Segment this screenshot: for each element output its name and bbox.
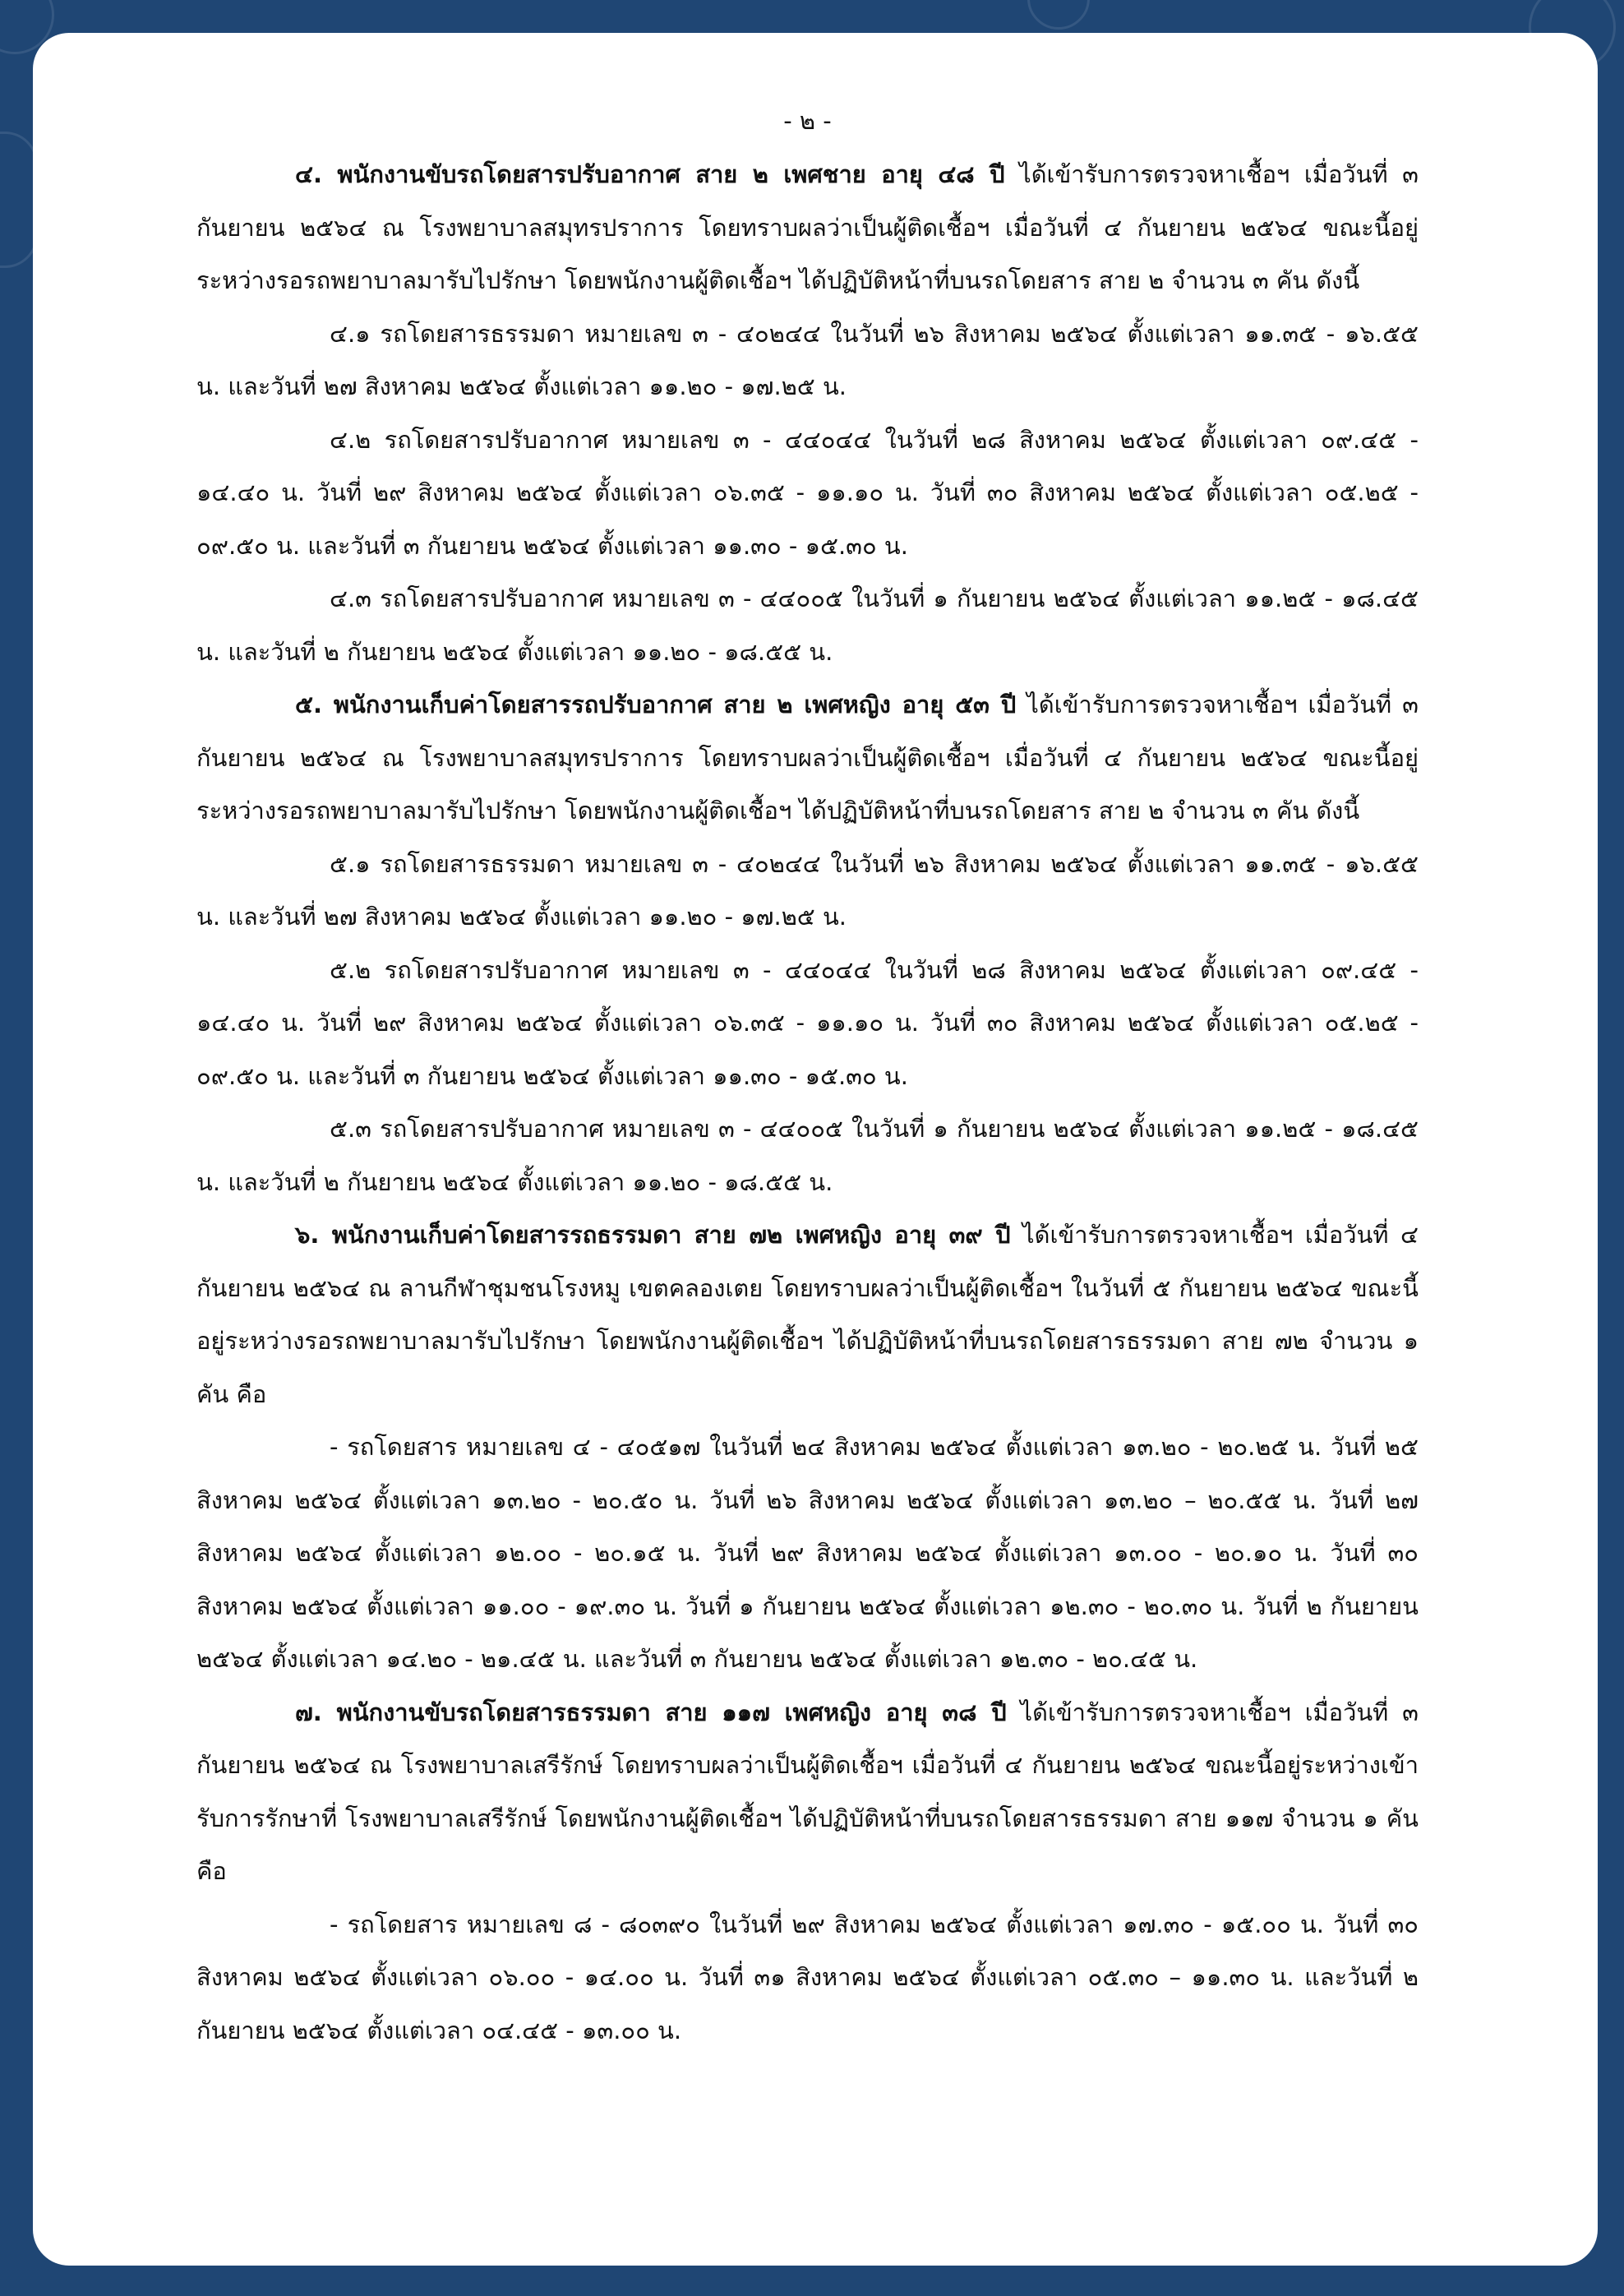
section-item: ๔.๓ รถโดยสารปรับอากาศ หมายเลข ๓ - ๔๔๐๐๕ ในวันที่ ๑ กันยายน ๒๕๖๔ ตั้งแต่เวลา ๑๑.๒๕ - ๑๘.๔๕ น. และวันที่ ๒ กันยายน ๒๕๖๔ ตั้งแต่เวลา ๑๑.๒๐ - ๑๘.๕๕ น. — [196, 584, 1419, 666]
section-text: ได้เข้ารับการตรวจหาเชื้อฯ เมื่อวันที่ ๓ กันยายน ๒๕๖๔ ณ โรงพยาบาลสมุทรปราการ โดยทราบผลว่าเป็นผู้ติดเชื้อฯ เมื่อวันที่ ๔ กันยายน ๒๕๖๔ ขณะนี้อยู่ระหว่างรอรถพยาบาลมารับไปรักษา โดยพนักงานผู้ติดเชื้อฯ ได้ปฏิบัติหน้าที่บนรถโดยสาร สาย ๒ จำนวน ๓ คัน ดังนี้ — [196, 160, 1419, 294]
section-item: ๔.๑ รถโดยสารธรรมดา หมายเลข ๓ - ๔๐๒๔๔ ในวันที่ ๒๖ สิงหาคม ๒๕๖๔ ตั้งแต่เวลา ๑๑.๓๕ - ๑๖.๕๕ น. และวันที่ ๒๗ สิงหาคม ๒๕๖๔ ตั้งแต่เวลา ๑๑.๒๐ - ๑๗.๒๕ น. — [196, 319, 1419, 400]
section-heading: ๗. พนักงานขับรถโดยสารธรรมดา สาย ๑๑๗ เพศหญิง อายุ ๓๘ ปี — [295, 1698, 1007, 1726]
section-item: ๕.๒ รถโดยสารปรับอากาศ หมายเลข ๓ - ๔๔๐๔๔ ในวันที่ ๒๘ สิงหาคม ๒๕๖๔ ตั้งแต่เวลา ๐๙.๔๕ - ๑๔.๔๐ น. วันที่ ๒๙ สิงหาคม ๒๕๖๔ ตั้งแต่เวลา ๐๖.๓๕ - ๑๑.๑๐ น. วันที่ ๓๐ สิงหาคม ๒๕๖๔ ตั้งแต่เวลา ๐๕.๒๕ - ๐๙.๕๐ น. และวันที่ ๓ กันยายน ๒๕๖๔ ตั้งแต่เวลา ๑๑.๓๐ - ๑๕.๓๐ น. — [196, 955, 1419, 1090]
section-heading: ๔. พนักงานขับรถโดยสารปรับอากาศ สาย ๒ เพศชาย อายุ ๔๘ ปี — [295, 160, 1005, 188]
background-virus-motif — [1027, 0, 1090, 30]
section-heading: ๕. พนักงานเก็บค่าโดยสารรถปรับอากาศ สาย ๒ เพศหญิง อายุ ๕๓ ปี — [295, 691, 1017, 718]
section-item: - รถโดยสาร หมายเลข ๔ - ๔๐๕๑๗ ในวันที่ ๒๔ สิงหาคม ๒๕๖๔ ตั้งแต่เวลา ๑๓.๒๐ - ๒๐.๒๕ น. วันที่ ๒๕ สิงหาคม ๒๕๖๔ ตั้งแต่เวลา ๑๓.๒๐ - ๒๐.๕๐ น. วันที่ ๒๖ สิงหาคม ๒๕๖๔ ตั้งแต่เวลา ๑๓.๒๐ – ๒๐.๕๕ น. วันที่ ๒๗ สิงหาคม ๒๕๖๔ ตั้งแต่เวลา ๑๒.๐๐ - ๒๐.๑๕ น. วันที่ ๒๙ สิงหาคม ๒๕๖๔ ตั้งแต่เวลา ๑๓.๐๐ - ๒๐.๑๐ น. วันที่ ๓๐ สิงหาคม ๒๕๖๔ ตั้งแต่เวลา ๑๑.๐๐ - ๑๙.๓๐ น. วันที่ ๑ กันยายน ๒๕๖๔ ตั้งแต่เวลา ๑๒.๓๐ - ๒๐.๓๐ น. วันที่ ๒ กันยายน ๒๕๖๔ ตั้งแต่เวลา ๑๔.๒๐ - ๒๑.๔๕ น. และวันที่ ๓ กันยายน ๒๕๖๔ ตั้งแต่เวลา ๑๒.๓๐ - ๒๐.๔๕ น. — [196, 1433, 1419, 1673]
section-paragraph — [196, 1686, 1419, 1898]
section-text: ได้เข้ารับการตรวจหาเชื้อฯ เมื่อวันที่ ๓ กันยายน ๒๕๖๔ ณ โรงพยาบาลเสรีรักษ์ โดยทราบผลว่าเป็นผู้ติดเชื้อฯ เมื่อวันที่ ๔ กันยายน ๒๕๖๔ ขณะนี้อยู่ระหว่างเข้ารับการรักษาที่ โรงพยาบาลเสรีรักษ์ โดยพนักงานผู้ติดเชื้อฯ ได้ปฏิบัติหน้าที่บนรถโดยสารธรรมดา สาย ๑๑๗ จำนวน ๑ คัน คือ — [196, 1698, 1419, 1885]
section-text: ได้เข้ารับการตรวจหาเชื้อฯ เมื่อวันที่ ๓ กันยายน ๒๕๖๔ ณ โรงพยาบาลสมุทรปราการ โดยทราบผลว่าเป็นผู้ติดเชื้อฯ เมื่อวันที่ ๔ กันยายน ๒๕๖๔ ขณะนี้อยู่ระหว่างรอรถพยาบาลมารับไปรักษา โดยพนักงานผู้ติดเชื้อฯ ได้ปฏิบัติหน้าที่บนรถโดยสาร สาย ๒ จำนวน ๓ คัน ดังนี้ — [196, 691, 1419, 825]
section-paragraph — [196, 678, 1419, 838]
section-text: ได้เข้ารับการตรวจหาเชื้อฯ เมื่อวันที่ ๔ กันยายน ๒๕๖๔ ณ ลานกีฬาชุมชนโรงหมู เขตคลองเตย โดยทราบผลว่าเป็นผู้ติดเชื้อฯ ในวันที่ ๕ กันยายน ๒๕๖๔ ขณะนี้อยู่ระหว่างรอรถพยาบาลมารับไปรักษา โดยพนักงานผู้ติดเชื้อฯ ได้ปฏิบัติหน้าที่บนรถโดยสารธรรมดา สาย ๗๒ จำนวน ๑ คัน คือ — [196, 1221, 1419, 1408]
section-item: - รถโดยสาร หมายเลข ๘ - ๘๐๓๙๐ ในวันที่ ๒๙ สิงหาคม ๒๕๖๔ ตั้งแต่เวลา ๑๗.๓๐ - ๑๕.๐๐ น. วันที่ ๓๐ สิงหาคม ๒๕๖๔ ตั้งแต่เวลา ๐๖.๐๐ - ๑๔.๐๐ น. วันที่ ๓๑ สิงหาคม ๒๕๖๔ ตั้งแต่เวลา ๐๕.๓๐ – ๑๑.๓๐ น. และวันที่ ๒ กันยายน ๒๕๖๔ ตั้งแต่เวลา ๐๔.๔๕ - ๑๓.๐๐ น. — [196, 1910, 1419, 2044]
section-paragraph — [196, 148, 1419, 307]
section-paragraph — [196, 1208, 1419, 1421]
page-number: - ๒ - — [783, 107, 832, 135]
section-heading: ๖. พนักงานเก็บค่าโดยสารรถธรรมดา สาย ๗๒ เพศหญิง อายุ ๓๙ ปี — [295, 1221, 1011, 1249]
section-item: ๕.๑ รถโดยสารธรรมดา หมายเลข ๓ - ๔๐๒๔๔ ในวันที่ ๒๖ สิงหาคม ๒๕๖๔ ตั้งแต่เวลา ๑๑.๓๕ - ๑๖.๕๕ น. และวันที่ ๒๗ สิงหาคม ๒๕๖๔ ตั้งแต่เวลา ๑๑.๒๐ - ๑๗.๒๕ น. — [196, 849, 1419, 931]
document-page — [33, 33, 1598, 2266]
section-item: ๕.๓ รถโดยสารปรับอากาศ หมายเลข ๓ - ๔๔๐๐๕ ในวันที่ ๑ กันยายน ๒๕๖๔ ตั้งแต่เวลา ๑๑.๒๕ - ๑๘.๔๕ น. และวันที่ ๒ กันยายน ๒๕๖๔ ตั้งแต่เวลา ๑๑.๒๐ - ๑๘.๕๕ น. — [196, 1115, 1419, 1196]
section-item: ๔.๒ รถโดยสารปรับอากาศ หมายเลข ๓ - ๔๔๐๔๔ ในวันที่ ๒๘ สิงหาคม ๒๕๖๔ ตั้งแต่เวลา ๐๙.๔๕ - ๑๔.๔๐ น. วันที่ ๒๙ สิงหาคม ๒๕๖๔ ตั้งแต่เวลา ๐๖.๓๕ - ๑๑.๑๐ น. วันที่ ๓๐ สิงหาคม ๒๕๖๔ ตั้งแต่เวลา ๐๕.๒๕ - ๐๙.๕๐ น. และวันที่ ๓ กันยายน ๒๕๖๔ ตั้งแต่เวลา ๑๑.๓๐ - ๑๕.๓๐ น. — [196, 425, 1419, 560]
